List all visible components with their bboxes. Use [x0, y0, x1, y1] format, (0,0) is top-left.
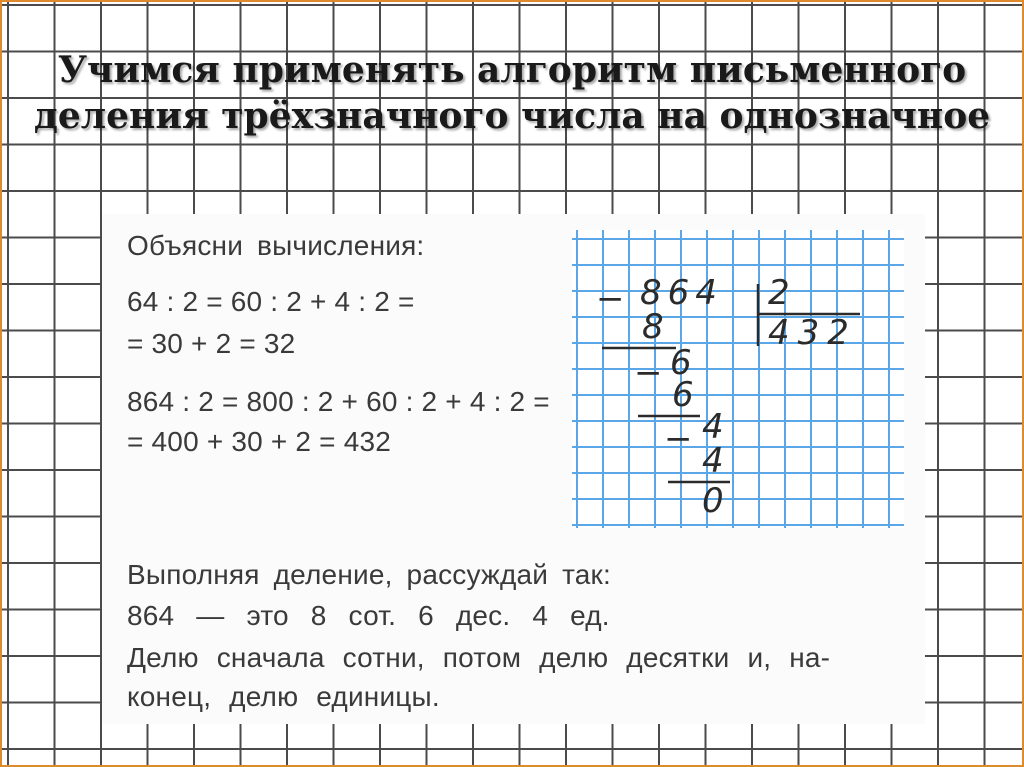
page-title: Учимся применять алгоритм письменного деления трёхзначного числа на однозначное	[33, 49, 991, 137]
minus-sign-3: −	[664, 419, 693, 459]
subtrahend-3: 4	[702, 441, 724, 481]
reasoning-heading: Выполняя деление, рассуждай так:	[127, 559, 611, 590]
divisor: 2	[768, 273, 790, 313]
equation-1-line-2: = 30 + 2 = 32	[127, 328, 296, 359]
minus-sign-1: −	[596, 279, 625, 319]
long-division-work	[572, 230, 904, 528]
reasoning-line-1: 864 — это 8 сот. 6 дес. 4 ед.	[127, 600, 610, 631]
partial-2: 4	[702, 407, 724, 447]
minus-sign-2: −	[634, 353, 663, 393]
subtrahend-1: 8	[642, 307, 664, 347]
reasoning-line-3: конец, делю единицы.	[127, 681, 440, 712]
remainder: 0	[702, 481, 724, 521]
partial-1: 6	[670, 343, 692, 383]
textbook-excerpt	[102, 214, 925, 724]
subtrahend-2: 6	[672, 375, 694, 415]
equation-1-line-1: 64 : 2 = 60 : 2 + 4 : 2 =	[127, 286, 415, 317]
long-division-grid	[572, 230, 904, 528]
reasoning-line-2: Делю сначала сотни, потом делю десятки и, на-	[127, 642, 831, 673]
dividend: 864	[640, 273, 723, 313]
explain-heading: Объясни вычисления:	[127, 230, 425, 261]
equation-2-line-2: = 400 + 30 + 2 = 432	[127, 426, 392, 457]
equation-2-line-1: 864 : 2 = 800 : 2 + 60 : 2 + 4 : 2 =	[127, 386, 550, 417]
quotient: 432	[768, 313, 857, 353]
